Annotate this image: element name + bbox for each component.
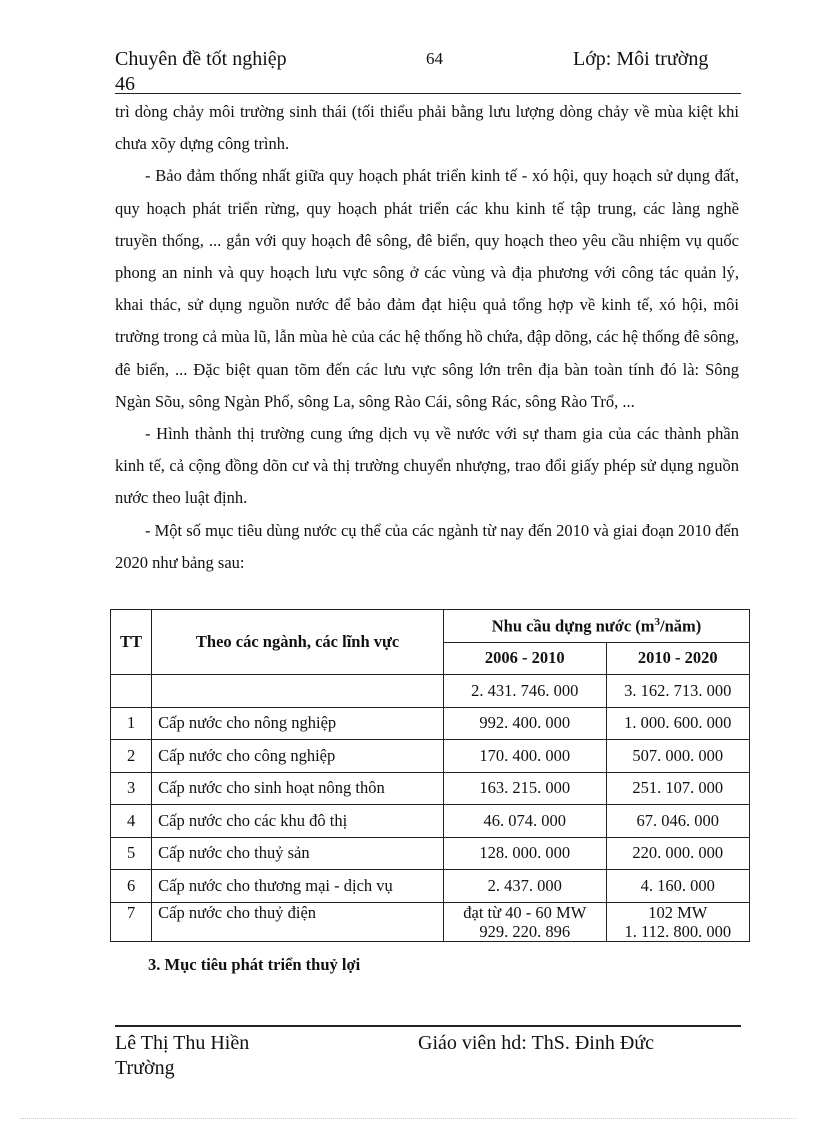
row-sector: Cấp nước cho các khu đô thị: [152, 805, 444, 838]
page-number: 64: [426, 49, 443, 68]
row-tt: 4: [111, 805, 152, 838]
table-total-row: [111, 675, 750, 708]
paragraph: trì dòng chảy môi trường sinh thái (tối thiểu phải bằng lưu lượng dòng chảy về mùa kiệt khi chưa xõy dựng công trình.: [115, 102, 739, 154]
row-tt: 1: [111, 707, 152, 740]
header-period-b: 2010 - 2020: [606, 642, 749, 675]
row-value-b-line1: 102 MW: [648, 902, 708, 922]
row-value-b: 251. 107. 000: [606, 772, 749, 805]
row-value-a: 992. 400. 000: [444, 707, 607, 740]
row-value-b: 1. 000. 600. 000: [606, 707, 749, 740]
row-tt: 5: [111, 837, 152, 870]
header-left: Chuyên đề tốt nghiệp: [115, 48, 287, 70]
row-value-b: 67. 046. 000: [606, 805, 749, 838]
row-value-a-line2: 929. 220. 896: [479, 921, 571, 941]
table-row: [111, 707, 750, 740]
row-value-a: 46. 074. 000: [444, 805, 607, 838]
row-tt: 7: [111, 902, 152, 941]
row-value-a: [444, 902, 607, 941]
row-value-b-line2: 1. 112. 800. 000: [624, 921, 732, 941]
total-b: 3. 162. 713. 000: [606, 675, 749, 708]
row-value-b: 507. 000. 000: [606, 740, 749, 773]
header-demand: Nhu cầu dựng nước $(m^3/năm)$: [444, 610, 750, 643]
row-sector: Cấp nước cho thương mại - dịch vụ: [152, 870, 444, 903]
row-value-a: 163. 215. 000: [444, 772, 607, 805]
paragraph: - Một số mục tiêu dùng nước cụ thể của các ngành từ nay đến 2010 và giai đoạn 2010 đến 2020 như bảng sau:: [115, 520, 739, 572]
row-sector: Cấp nước cho công nghiệp: [152, 740, 444, 773]
table-row: [111, 740, 750, 773]
table-row: [111, 805, 750, 838]
paragraph: - Hình thành thị trường cung ứng dịch vụ về nước với sự tham gia của các thành phần kinh tế, cả cộng đồng dõn cư và thị trường chuyển nhượng, trao đổi giấy phép sử dụng nguồn nước theo luật định.: [115, 424, 739, 508]
row-sector: Cấp nước cho nông nghiệp: [152, 707, 444, 740]
row-tt: 3: [111, 772, 152, 805]
row-value-a: 170. 400. 000: [444, 740, 607, 773]
table-header-row: [111, 610, 750, 643]
header-period-a: 2006 - 2010: [444, 642, 607, 675]
body-text: [115, 96, 739, 579]
header-sector: Theo các ngành, các lĩnh vực: [152, 610, 444, 675]
row-value-b: [606, 902, 749, 941]
total-a: 2. 431. 746. 000: [444, 675, 607, 708]
row-sector: Cấp nước cho thuỷ sản: [152, 837, 444, 870]
table-row: [111, 837, 750, 870]
footer-supervisor: Giáo viên hd: ThS. Đinh Đức: [418, 1032, 655, 1054]
header-right: Lớp: Môi trường: [573, 48, 709, 70]
row-tt: 6: [111, 870, 152, 903]
table-row: [111, 870, 750, 903]
row-value-b: 4. 160. 000: [606, 870, 749, 903]
header-left-continued: 46: [115, 73, 135, 95]
header-divider: [115, 93, 741, 94]
row-value-a: 2. 437. 000: [444, 870, 607, 903]
row-value-a: 128. 000. 000: [444, 837, 607, 870]
page-edge: [20, 1118, 796, 1119]
section-heading: 3. Mục tiêu phát triển thuỷ lợi: [148, 955, 361, 974]
row-tt: 2: [111, 740, 152, 773]
paragraph: - Bảo đảm thống nhất giữa quy hoạch phát triển kinh tế - xó hội, quy hoạch sử dụng đất, quy hoạch phát triển rừng, quy hoạch phát triển các khu kinh tế tập trung, các làng nghề truyền thống, ... gắn với quy hoạch đê sông, đê biển, quy hoạch theo yêu cầu nhiệm vụ quốc phong an ninh và quy hoạch lưu vực sông ở các vùng và địa phương với công tác quản lý, khai thác, sử dụng nguồn nước để bảo đảm đạt hiệu quả tổng hợp về kinh tế, xó hội, môi trường trong cả mùa lũ, lẫn mùa hè của các hệ thống hồ chứa, đập dõng, các hệ thống đê sông, đê biển, ... Đặc biệt quan tõm đến các lưu vực sông lớn trên địa bàn toàn tính đó là: Sông Ngàn Sõu, sông Ngàn Phố, sông La, sông Rào Cái, sông Rác, sông Rào Trổ, ...: [115, 166, 739, 411]
footer-divider: [115, 1025, 741, 1027]
footer-author-continued: Trường: [115, 1057, 175, 1079]
water-demand-table: [110, 609, 750, 942]
header-tt: TT: [111, 610, 152, 675]
row-value-a-line1: đạt từ 40 - 60 MW: [463, 902, 587, 922]
table-row: [111, 902, 750, 941]
row-sector: Cấp nước cho sinh hoạt nông thôn: [152, 772, 444, 805]
footer-author: Lê Thị Thu Hiền: [115, 1032, 250, 1054]
table-row: [111, 772, 750, 805]
row-sector: Cấp nước cho thuỷ điện: [152, 902, 444, 941]
row-value-b: 220. 000. 000: [606, 837, 749, 870]
